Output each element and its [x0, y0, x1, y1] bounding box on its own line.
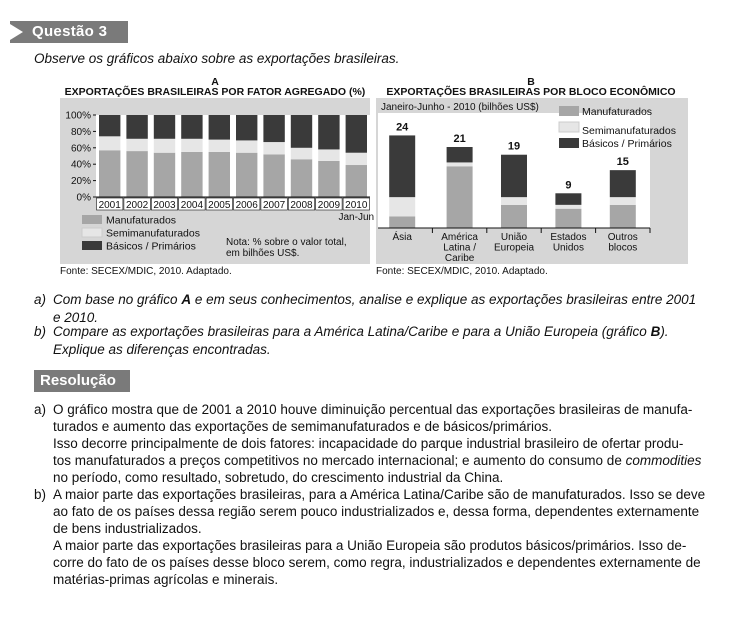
chart-b-letter: B [527, 76, 535, 88]
chart-b-svg [376, 98, 688, 264]
chart-a-bar-segment [291, 148, 312, 159]
chart-b-x-tick-label: União [500, 232, 528, 243]
chart-a-bar-segment [346, 165, 367, 197]
intro-text: Observe os gráficos abaixo sobre as exportações brasileiras. [34, 51, 400, 66]
chart-a-bar-segment [126, 151, 147, 197]
chart-b-bar-segment [610, 205, 636, 228]
question-b-line: Explique as diferenças encontradas. [53, 342, 271, 357]
chart-a-y-tick-label: 80% [70, 126, 91, 138]
chart-a-bar-segment [126, 139, 147, 151]
chart-b-data-label: 21 [453, 133, 466, 145]
question-b-line: Compare as exportações brasileiras para a América Latina/Caribe e para a União Europeia (gráfico B). [53, 324, 669, 339]
answer-b-line: ao fato de os países dessa região serem pouco industrializados e, dessa forma, dependentes externamente [53, 504, 700, 519]
answer-b-line: matérias-primas agrícolas e minerais. [53, 572, 279, 587]
chart-b-bar-segment [501, 197, 527, 205]
chart-b-bar-segment [447, 162, 473, 166]
chart-b-subtitle: Janeiro-Junho - 2010 (bilhões US$) [381, 102, 539, 113]
answer-a-line: Isso decorre principalmente de dois fatores: incapacidade do parque industrial brasileiro de ofertar produ- [53, 436, 684, 451]
resolution-title: Resolução [40, 372, 116, 389]
chart-b-x-tick-label: Unidos [552, 242, 584, 254]
answer-b-line: corre do fato de os países desse bloco serem, como regra, industrializados e dependentes externamente de [53, 555, 701, 570]
question-label: Questão 3 [32, 23, 108, 40]
chart-b-bar-segment [555, 205, 581, 209]
question-a [34, 291, 724, 327]
chart-b-bar-segment [555, 193, 581, 205]
chart-b-legend-label: Semimanufaturados [582, 125, 676, 137]
chart-b-bar-segment [501, 155, 527, 197]
resolution-header [34, 370, 130, 392]
chart-b-legend-label: Básicos / Primários [582, 138, 672, 150]
chart-a-bar-segment [263, 154, 284, 197]
chart-b-title: EXPORTAÇÕES BRASILEIRAS POR BLOCO ECONÔMICO [386, 86, 676, 98]
chart-b-bar-segment [555, 209, 581, 228]
question-header [10, 21, 128, 43]
chart-b-bar-segment [610, 197, 636, 205]
chart-a-bar-segment [99, 136, 120, 150]
chart-a-note-line1: Nota: % sobre o valor total, [226, 237, 347, 248]
chart-a-legend-swatch [82, 215, 102, 224]
chart-a-legend-swatch [82, 228, 102, 237]
chart-b-panel [376, 98, 688, 264]
chart-a-bar-segment [126, 115, 147, 139]
chart-a-source: Fonte: SECEX/MDIC, 2010. Adaptado. [60, 266, 232, 277]
chart-a-bar-segment [209, 152, 230, 197]
chart-b-x-tick-label: Estados [550, 232, 587, 243]
chart-a-y-tick-label: 100% [65, 110, 91, 122]
chart-a-bar-segment [236, 153, 257, 197]
chart-a-panel [60, 98, 375, 264]
chart-b-source: Fonte: SECEX/MDIC, 2010. Adaptado. [376, 266, 548, 277]
chart-b-data-label: 9 [565, 179, 572, 192]
chart-a-bar-segment [209, 140, 230, 152]
chart-a-bar-segment [154, 115, 175, 139]
chart-b-bar-segment [447, 166, 473, 228]
answer-b-line: de bens industrializados. [53, 521, 202, 536]
chart-a-y-tick-label: 60% [70, 143, 91, 155]
chart-a-bar-segment [99, 115, 120, 136]
answer-b-line: A maior parte das exportações brasileiras, para a América Latina/Caribe são de manufaturados. Isso se deve [53, 487, 706, 502]
chart-a-x-tick-label: 2009 [317, 200, 341, 211]
chart-a-bar-segment [181, 139, 202, 152]
chart-a-bar-segment [318, 149, 339, 160]
chart-a-legend-swatch [82, 241, 102, 250]
chart-b-x-tick-label: América [441, 232, 478, 243]
chart-a-x-tick-extra: Jan-Jun [338, 212, 375, 223]
chart-b-bar-segment [447, 147, 473, 162]
chart-a-x-tick-label: 2007 [262, 200, 286, 211]
chart-b-data-label: 24 [396, 121, 409, 134]
chart-a-bar-segment [99, 150, 120, 197]
chart-b-legend-swatch [559, 106, 579, 116]
chart-b-bar-segment [610, 170, 636, 197]
chart-b-x-tick-label: blocos [608, 242, 638, 254]
chart-a-bar-segment [209, 115, 230, 140]
question-a-line: e 2010. [53, 310, 99, 325]
chart-ref-b: B [650, 324, 661, 339]
play-arrow-icon [10, 24, 23, 40]
chart-a-x-tick-label: 2001 [98, 200, 121, 211]
chart-a-x-tick-label: 2010 [345, 200, 368, 211]
chart-a-y-tick-label: 20% [70, 176, 91, 188]
chart-b-data-label: 19 [507, 140, 521, 153]
chart-a-bar-segment [318, 115, 339, 149]
chart-a-x-tick-label: 2003 [153, 200, 176, 211]
chart-a-bar-segment [154, 139, 175, 153]
chart-a-bar-segment [263, 142, 284, 154]
answer-a-line: turados e aumento das exportações de semimanufaturados e de básicos/primários. [53, 419, 553, 434]
chart-a-y-tick-label: 40% [70, 159, 91, 171]
answer-b-label: b) [34, 487, 47, 502]
chart-a-note-line2: em bilhões US$. [226, 248, 300, 259]
chart-a-bar-segment [291, 159, 312, 197]
chart-b-bar-segment [389, 197, 415, 216]
answer-b [34, 486, 729, 588]
chart-b-x-tick-label: Outros [607, 232, 638, 243]
question-a-line: Com base no gráfico A e em seus conhecimentos, analise e explique as exportações brasileiras entre 2001 [53, 292, 697, 307]
chart-a-x-tick-label: 2004 [180, 200, 204, 211]
chart-a-bar-segment [181, 152, 202, 197]
chart-a-y-tick-label: 0% [76, 192, 91, 204]
chart-a-bar-segment [263, 115, 284, 142]
chart-a-bar-segment [236, 115, 257, 140]
answer-a-line: tos manufaturados a preços competitivos no mercado internacional; e aumento do consumo de commodities [53, 453, 702, 468]
question-b-label: b) [34, 324, 47, 339]
chart-b-bar-segment [389, 216, 415, 228]
chart-a-bar-segment [181, 115, 202, 139]
chart-a-note [226, 237, 347, 259]
chart-a-bar-segment [154, 153, 175, 197]
chart-b-legend-swatch [559, 138, 579, 148]
chart-b-x-tick-label: Latina / [443, 242, 477, 254]
chart-a-bar-segment [318, 161, 339, 197]
question-a-label: a) [34, 292, 47, 307]
chart-b-legend-label: Manufaturados [582, 106, 653, 118]
chart-a-title: EXPORTAÇÕES BRASILEIRAS POR FATOR AGREGADO (%) [64, 86, 366, 98]
answer-a-label: a) [34, 402, 47, 417]
commodities-term: commodities [625, 453, 702, 468]
chart-a-legend-label: Básicos / Primários [106, 240, 196, 253]
chart-a-legend-label: Manufaturados [106, 214, 177, 227]
answer-a-line: O gráfico mostra que de 2001 a 2010 houve diminuição percentual das exportações brasileiras de manufa- [53, 402, 693, 417]
chart-a-legend-label: Semimanufaturados [106, 227, 200, 240]
chart-b-data-label: 15 [616, 156, 629, 169]
chart-b-x-tick-label: Caribe [444, 253, 475, 264]
chart-a-x-tick-label: 2008 [290, 200, 313, 211]
chart-a-x-tick-label: 2002 [125, 200, 149, 211]
chart-b-legend-swatch [559, 122, 579, 132]
chart-b-x-tick-label: Europeia [493, 242, 535, 254]
chart-a-x-tick-label: 2006 [235, 200, 258, 211]
answer-a-line: no período, como resultado, sobretudo, do crescimento industrial da China. [53, 470, 504, 485]
chart-a-bar-segment [346, 153, 367, 165]
answer-a [34, 401, 729, 486]
chart-a-bar-segment [291, 115, 312, 148]
chart-b-bar-segment [389, 135, 415, 197]
chart-a-bar-segment [346, 115, 367, 153]
answer-b-line: A maior parte das exportações brasileiras para a União Europeia são produtos básicos/primários. Isso de- [53, 538, 687, 553]
chart-a-letter: A [211, 76, 219, 88]
chart-a-bar-segment [236, 140, 257, 152]
question-b [34, 323, 724, 359]
chart-b-bar-segment [501, 205, 527, 228]
chart-a-x-tick-label: 2005 [208, 200, 231, 211]
chart-ref-a: A [181, 292, 192, 307]
chart-b-x-tick-label: Ásia [392, 232, 412, 243]
